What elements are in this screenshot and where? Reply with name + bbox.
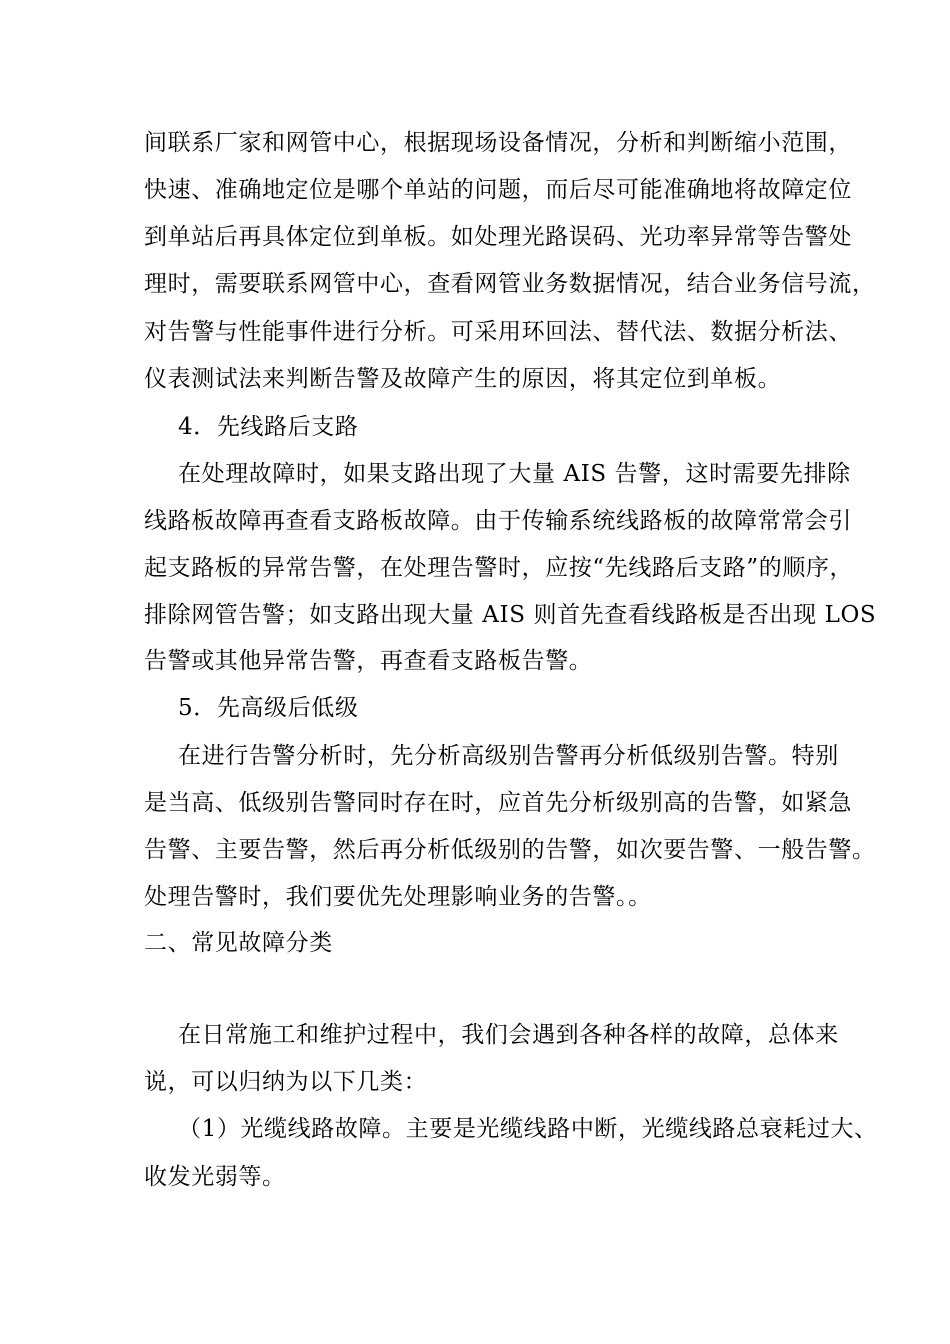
- section-heading: 5．先高级后低级: [178, 695, 359, 721]
- paragraph-line: 说，可以归纳为以下几类：: [144, 1069, 428, 1095]
- paragraph-line: 在处理故障时，如果支路出现了大量 AIS 告警，这时需要先排除: [178, 461, 851, 487]
- paragraph-line: 在日常施工和维护过程中，我们会遇到各种各样的故障，总体来: [178, 1022, 839, 1048]
- paragraph-line: 在进行告警分析时，先分析高级别告警再分析低级别告警。特别: [178, 743, 839, 769]
- paragraph-line: 排除网管告警；如支路出现大量 AIS 则首先查看线路板是否出现 LOS: [144, 602, 877, 628]
- paragraph-line: 对告警与性能事件进行分析。可采用环回法、替代法、数据分析法、: [144, 319, 852, 345]
- paragraph-line: 告警或其他异常告警，再查看支路板告警。: [144, 648, 593, 674]
- paragraph-line: 理时，需要联系网管中心，查看网管业务数据情况，结合业务信号流，: [144, 271, 876, 297]
- paragraph-line: 间联系厂家和网管中心，根据现场设备情况，分析和判断缩小范围，: [144, 130, 852, 156]
- paragraph-line: 仪表测试法来判断告警及故障产生的原因，将其定位到单板。: [144, 366, 782, 392]
- paragraph-line: 快速、准确地定位是哪个单站的问题，而后尽可能准确地将故障定位: [144, 177, 852, 203]
- paragraph-line: （1）光缆线路故障。主要是光缆线路中断，光缆线路总衰耗过大、: [178, 1116, 878, 1142]
- section-heading: 4．先线路后支路: [178, 414, 359, 440]
- paragraph-line: 起支路板的异常告警，在处理告警时，应按“先线路后支路”的顺序，: [144, 555, 854, 581]
- paragraph-line: 处理告警时，我们要优先处理影响业务的告警。。: [144, 884, 652, 910]
- paragraph-line: 告警、主要告警，然后再分析低级别的告警，如次要告警、一般告警。: [144, 837, 876, 863]
- paragraph-line: 线路板故障再查看支路板故障。由于传输系统线路板的故障常常会引: [144, 508, 852, 534]
- paragraph-line: 到单站后再具体定位到单板。如处理光路误码、光功率异常等告警处: [144, 224, 852, 250]
- section-heading: 二、常见故障分类: [144, 930, 333, 956]
- paragraph-line: 是当高、低级别告警同时存在时，应首先分析级别高的告警，如紧急: [144, 790, 852, 816]
- paragraph-line: 收发光弱等。: [144, 1164, 286, 1190]
